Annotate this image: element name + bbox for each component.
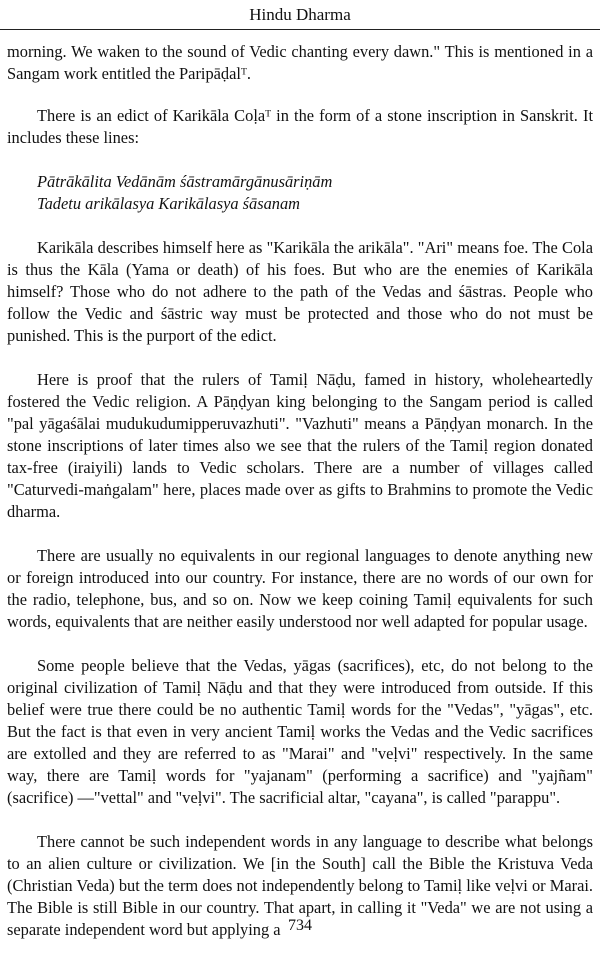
verse-line-2: Tadetu arikālasya Karikālasya śāsanam — [37, 194, 301, 213]
page-body — [7, 41, 593, 963]
running-header: Hindu Dharma — [249, 5, 351, 24]
verse-quotation — [37, 171, 593, 215]
paragraph-2: There is an edict of Karikāla Coḷaᵀ in the form of a stone inscription in Sanskrit. It includes these lines: — [7, 106, 593, 147]
paragraph-7: There cannot be such independent words in any language to describe what belongs to an alien culture or civilization. We [in the South] call the Bible the Kristuva Veda (Christian Veda) but the term does not independently belong to Tamiḷ like veḷvi or Marai. The Bible is still Bible in our country. That apart, in calling it "Veda" we are not using a separate independent word but applying a — [7, 832, 593, 939]
paragraph-1: morning. We waken to the sound of Vedic chanting every dawn." This is mentioned in a Sangam work entitled the Paripāḍalᵀ. — [7, 42, 593, 83]
verse-line-1: Pātrākālita Vedānām śāstramārgānusāriṇām — [37, 172, 333, 191]
paragraph-5: There are usually no equivalents in our regional languages to denote anything new or foreign introduced into our country. For instance, there are no words of our own for the radio, telephone, bus, and so on. Now we keep coining Tamiḷ equivalents for such words, equivalents that are neither easily understood nor well adapted for popular usage. — [7, 546, 593, 631]
paragraph-3: Karikāla describes himself here as "Karikāla the arikāla". "Ari" means foe. The Cola is thus the Kāla (Yama or death) of his foes. But who are the enemies of Karikāla himself? Those who do not adhere to the path of the Vedas and śāstras. People who follow the Vedic and śāstric way must be protected and those who do not must be punished. This is the purport of the edict. — [7, 238, 593, 345]
paragraph-4: Here is proof that the rulers of Tamiḷ Nāḍu, famed in history, wholeheartedly fostered the Vedic religion. A Pāṇḍyan king belonging to the Sangam period is called "pal yāgaśālai mudukudumipperuvazhuti". "Vazhuti" means a Pāṇḍyan monarch. In the stone inscriptions of later times also we see that the rulers of the Tamiḷ region donated tax-free (iraiyili) lands to Vedic scholars. There are a number of villages called "Caturvedi-maṅgalam" here, places made over as gifts to Brahmins to promote the Vedic dharma. — [7, 370, 593, 521]
page-number: 734 — [288, 917, 312, 934]
paragraph-6: Some people believe that the Vedas, yāgas (sacrifices), etc, do not belong to the original civilization of Tamiḷ Nāḍu and that they were introduced from outside. If this belief were true there could be no authentic Tamiḷ words for the "Vedas", "yāgas", etc. But the fact is that even in very ancient Tamiḷ works the Vedas and the Vedic sacrifices are extolled and they are referred to as "Marai" and "veḷvi" respectively. In the same way, there are Tamiḷ words for "yajanam" (performing a sacrifice) and "yajñam" (sacrifice) —"vettal" and "veḷvi". The sacrificial altar, "cayana", is called "parappu". — [7, 656, 593, 807]
header-rule — [0, 29, 600, 30]
